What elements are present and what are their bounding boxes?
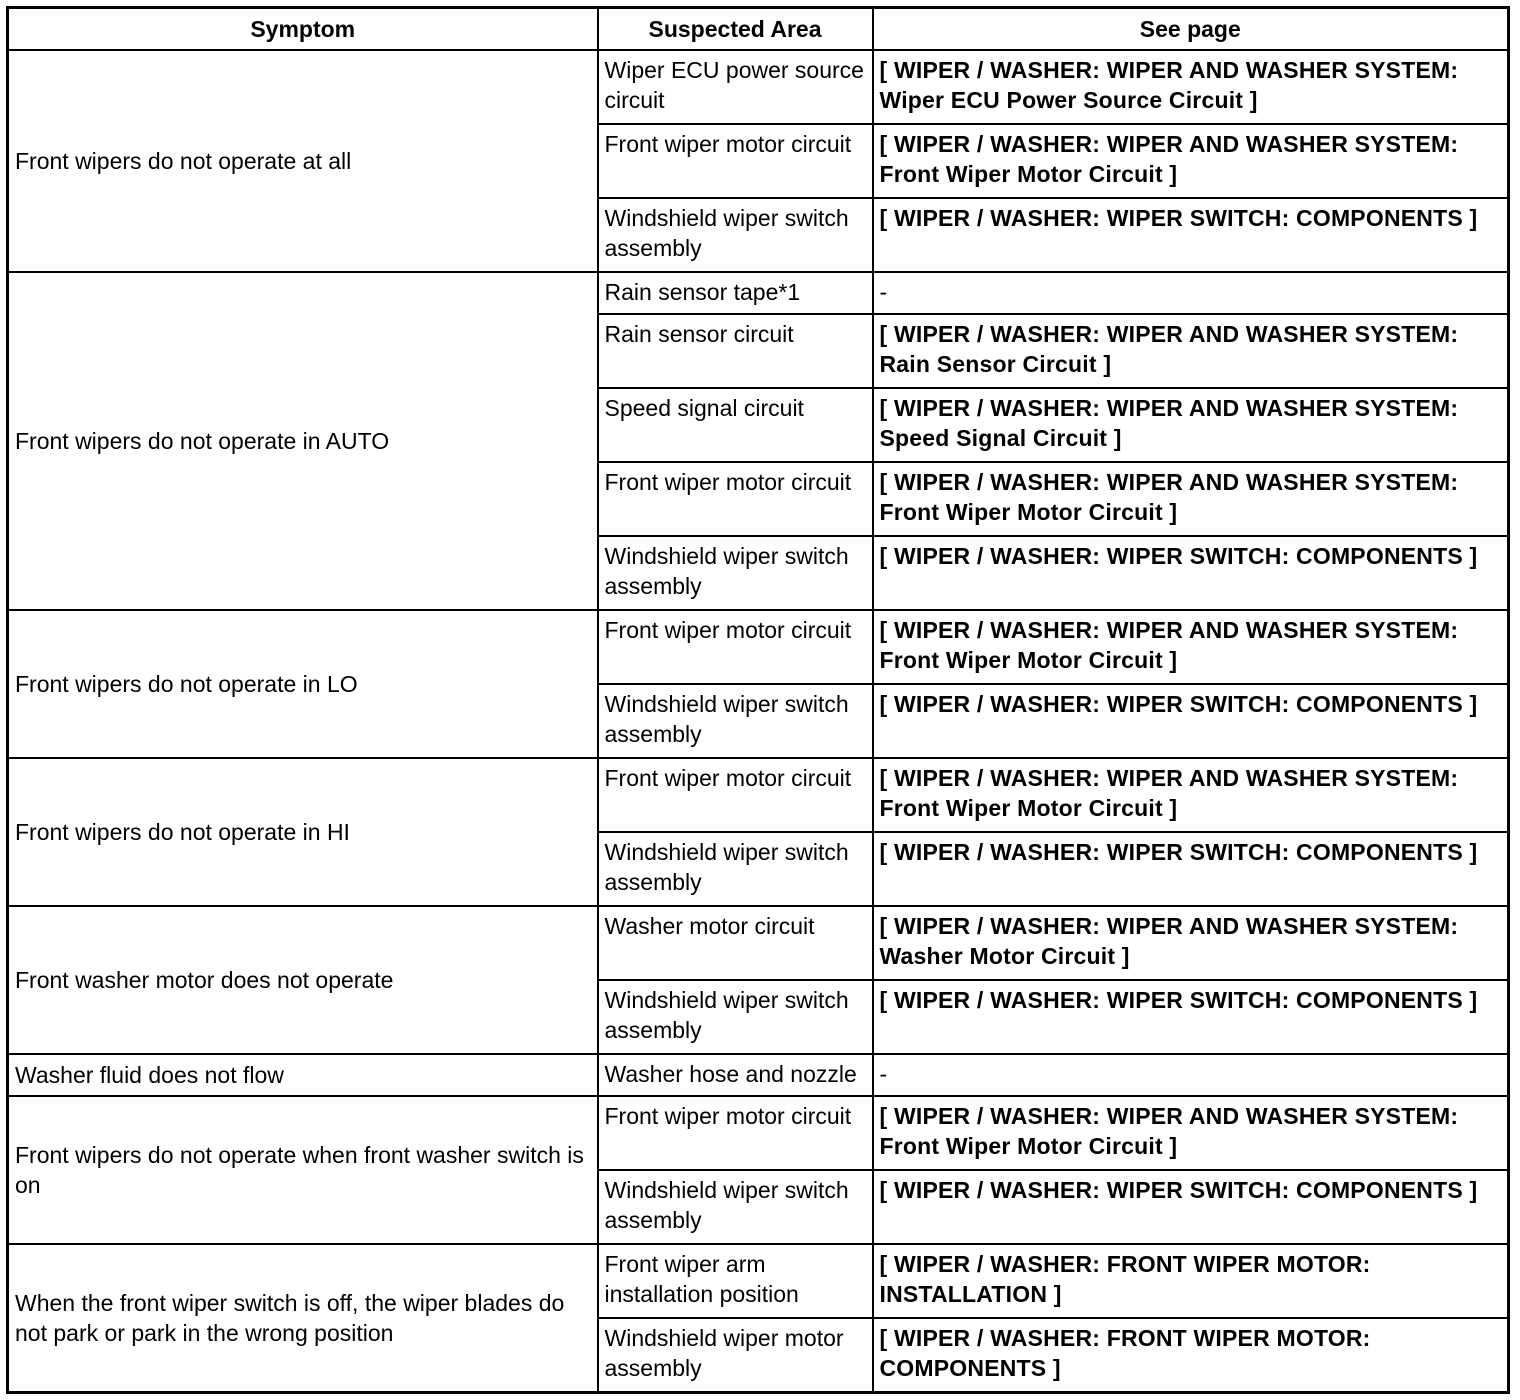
suspected-area-cell: Windshield wiper switch assembly	[598, 980, 873, 1054]
see-page-cell: [ WIPER / WASHER: WIPER AND WASHER SYSTEM: Rain Sensor Circuit ]	[873, 314, 1509, 388]
table-row	[8, 50, 1509, 124]
see-page-cell: [ WIPER / WASHER: WIPER AND WASHER SYSTEM: Front Wiper Motor Circuit ]	[873, 610, 1509, 684]
symptom-cell: Front wipers do not operate in AUTO	[8, 272, 598, 610]
suspected-area-cell: Windshield wiper switch assembly	[598, 684, 873, 758]
table-row	[8, 906, 1509, 980]
see-page-cell: -	[873, 272, 1509, 314]
suspected-area-cell: Front wiper motor circuit	[598, 462, 873, 536]
suspected-area-cell: Rain sensor tape*1	[598, 272, 873, 314]
suspected-area-cell: Front wiper motor circuit	[598, 124, 873, 198]
suspected-area-cell: Rain sensor circuit	[598, 314, 873, 388]
suspected-area-cell: Windshield wiper switch assembly	[598, 198, 873, 272]
table-row	[8, 610, 1509, 684]
symptom-cell: Front washer motor does not operate	[8, 906, 598, 1054]
suspected-area-cell: Front wiper arm installation position	[598, 1244, 873, 1318]
see-page-cell: [ WIPER / WASHER: WIPER AND WASHER SYSTEM: Speed Signal Circuit ]	[873, 388, 1509, 462]
suspected-area-cell: Windshield wiper switch assembly	[598, 1170, 873, 1244]
see-page-cell: [ WIPER / WASHER: WIPER SWITCH: COMPONENTS ]	[873, 980, 1509, 1054]
table-row	[8, 1244, 1509, 1318]
header-see-page: See page	[873, 8, 1509, 51]
suspected-area-cell: Front wiper motor circuit	[598, 610, 873, 684]
suspected-area-cell: Windshield wiper switch assembly	[598, 832, 873, 906]
header-row	[8, 8, 1509, 51]
suspected-area-cell: Speed signal circuit	[598, 388, 873, 462]
see-page-cell: [ WIPER / WASHER: WIPER SWITCH: COMPONENTS ]	[873, 684, 1509, 758]
see-page-cell: [ WIPER / WASHER: WIPER AND WASHER SYSTEM: Front Wiper Motor Circuit ]	[873, 758, 1509, 832]
see-page-cell: [ WIPER / WASHER: WIPER SWITCH: COMPONENTS ]	[873, 832, 1509, 906]
see-page-cell: [ WIPER / WASHER: WIPER AND WASHER SYSTEM: Front Wiper Motor Circuit ]	[873, 462, 1509, 536]
symptom-cell: Front wipers do not operate in HI	[8, 758, 598, 906]
troubleshooting-table	[6, 6, 1510, 1394]
table-row	[8, 272, 1509, 314]
symptom-cell: When the front wiper switch is off, the wiper blades do not park or park in the wrong position	[8, 1244, 598, 1393]
suspected-area-cell: Wiper ECU power source circuit	[598, 50, 873, 124]
suspected-area-cell: Windshield wiper switch assembly	[598, 536, 873, 610]
see-page-cell: [ WIPER / WASHER: WIPER SWITCH: COMPONENTS ]	[873, 1170, 1509, 1244]
see-page-cell: [ WIPER / WASHER: WIPER AND WASHER SYSTEM: Front Wiper Motor Circuit ]	[873, 124, 1509, 198]
symptom-cell: Washer fluid does not flow	[8, 1054, 598, 1096]
table-body	[8, 50, 1509, 1393]
suspected-area-cell: Front wiper motor circuit	[598, 1096, 873, 1170]
suspected-area-cell: Washer hose and nozzle	[598, 1054, 873, 1096]
table-row	[8, 1096, 1509, 1170]
header-symptom: Symptom	[8, 8, 598, 51]
see-page-cell: [ WIPER / WASHER: WIPER SWITCH: COMPONENTS ]	[873, 198, 1509, 272]
see-page-cell: [ WIPER / WASHER: FRONT WIPER MOTOR: COMPONENTS ]	[873, 1318, 1509, 1393]
see-page-cell: [ WIPER / WASHER: WIPER AND WASHER SYSTEM: Front Wiper Motor Circuit ]	[873, 1096, 1509, 1170]
table-row	[8, 1054, 1509, 1096]
see-page-cell: [ WIPER / WASHER: FRONT WIPER MOTOR: INSTALLATION ]	[873, 1244, 1509, 1318]
symptom-cell: Front wipers do not operate in LO	[8, 610, 598, 758]
suspected-area-cell: Windshield wiper motor assembly	[598, 1318, 873, 1393]
symptom-cell: Front wipers do not operate when front washer switch is on	[8, 1096, 598, 1244]
symptom-cell: Front wipers do not operate at all	[8, 50, 598, 272]
table-row	[8, 758, 1509, 832]
header-suspected-area: Suspected Area	[598, 8, 873, 51]
see-page-cell: [ WIPER / WASHER: WIPER AND WASHER SYSTEM: Wiper ECU Power Source Circuit ]	[873, 50, 1509, 124]
suspected-area-cell: Washer motor circuit	[598, 906, 873, 980]
see-page-cell: [ WIPER / WASHER: WIPER SWITCH: COMPONENTS ]	[873, 536, 1509, 610]
suspected-area-cell: Front wiper motor circuit	[598, 758, 873, 832]
see-page-cell: [ WIPER / WASHER: WIPER AND WASHER SYSTEM: Washer Motor Circuit ]	[873, 906, 1509, 980]
see-page-cell: -	[873, 1054, 1509, 1096]
